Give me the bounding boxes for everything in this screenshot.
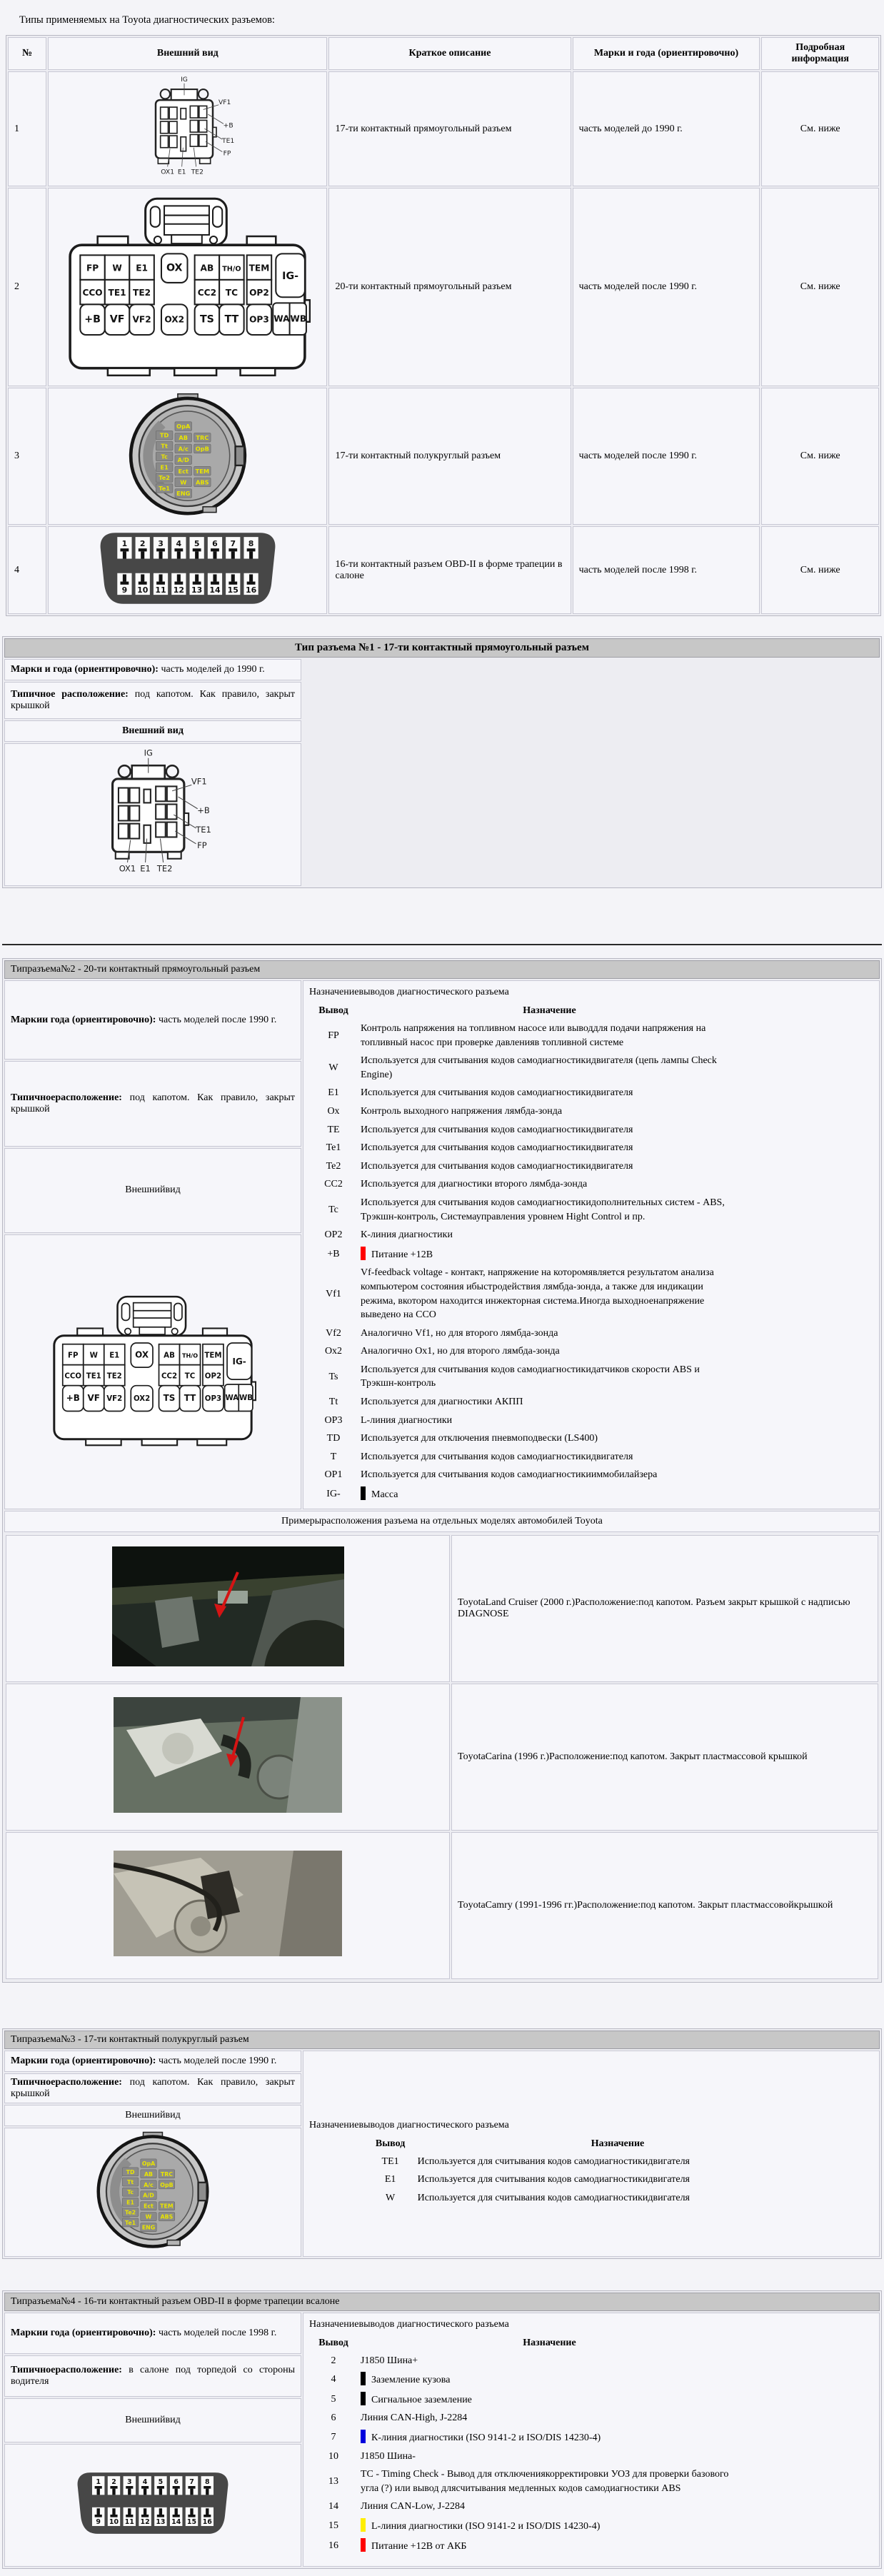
pin-row — [308, 2370, 740, 2390]
pin-purpose: Питание +12В — [359, 1244, 740, 1264]
pin-name: IG- — [326, 1489, 341, 1500]
location-value: под капотом. Как правило, закрыт крышкой — [11, 2076, 295, 2099]
connector-17pin-rect-diagram — [134, 75, 241, 179]
pin-purpose: Используется для считывания кодов самодиагностикидвигателя — [417, 2192, 690, 2203]
connector-years: часть моделей после 1990 г. — [573, 388, 760, 525]
appearance-label: Внешнийвид — [4, 2105, 301, 2126]
pin-row — [308, 1466, 740, 1484]
location-cell — [4, 1061, 301, 1147]
marks-years-label: Маркии года (ориентировочно): — [11, 1014, 156, 1025]
pin-name: Ox — [327, 1105, 340, 1117]
section-title: Типразъема№2 - 20-ти контактный прямоугольный разъем — [4, 960, 880, 979]
appearance-label: Внешний вид — [4, 720, 301, 742]
engine-bay-photo-carina — [114, 1697, 342, 1813]
pin-assignment-area — [303, 980, 880, 1509]
pin-row — [308, 1020, 740, 1052]
engine-bay-photo-land-cruiser — [112, 1546, 344, 1666]
marks-years-label: Маркии года (ориентировочно): — [11, 2055, 156, 2066]
pin-purpose: Используется для диагностики АКПП — [361, 1397, 523, 1408]
appearance-image-cell — [4, 743, 301, 886]
pin-table-header-row — [365, 2135, 820, 2153]
pin-row — [308, 2352, 740, 2370]
pin-name: Te1 — [326, 1142, 341, 1154]
connector-20pin-rect-diagram — [49, 1293, 256, 1447]
pin-name: Vf1 — [326, 1288, 341, 1299]
pin-purpose: Используется для считывания кодов самодиагностикииммобилайзера — [361, 1469, 658, 1481]
pin-row — [365, 2170, 820, 2189]
pin-name: E1 — [384, 2174, 396, 2185]
pin-name: 14 — [328, 2501, 338, 2512]
table-row — [8, 526, 879, 614]
examples-area — [4, 1534, 880, 1981]
section-divider — [2, 944, 882, 945]
pin-row — [365, 2189, 820, 2208]
pin-name: 15 — [328, 2520, 338, 2531]
col-header-num: № — [8, 37, 46, 70]
pin-table — [365, 2135, 820, 2208]
pin-purpose: Заземление кузова — [359, 2370, 740, 2390]
connector-appearance-cell — [48, 526, 327, 614]
location-cell — [4, 2073, 301, 2103]
section-title: Типразъема№3 - 17-ти контактный полукруглый разъем — [4, 2031, 880, 2049]
info-link-text: См. ниже — [761, 388, 879, 525]
connector-types-table — [6, 35, 881, 616]
pin-purpose: Используется для считывания кодов самодиагностикидвигателя — [417, 2174, 690, 2185]
pin-purpose: Используется для считывания кодов самодиагностикидвигателя — [361, 1451, 633, 1462]
wire-color-bar — [361, 2392, 366, 2405]
pin-name: 5 — [331, 2393, 336, 2405]
purpose-col-header: Назначение — [591, 2138, 645, 2149]
info-link-text: См. ниже — [761, 71, 879, 186]
appearance-image-cell — [4, 2444, 301, 2567]
pin-assignment-area — [303, 2313, 880, 2567]
pin-name: E1 — [328, 1087, 339, 1099]
wire-color-bar — [361, 1486, 366, 1500]
pin-purpose: Контроль выходного напряжения лямбда-зонда — [361, 1105, 563, 1117]
empty-area — [303, 659, 880, 886]
pin-row — [308, 1429, 740, 1448]
appearance-label: Внешнийвид — [4, 2398, 301, 2442]
pin-name: Ts — [328, 1371, 338, 1382]
pin-row — [365, 2153, 820, 2171]
pin-table — [308, 2335, 740, 2556]
location-value: под капотом. Как правило, закрыт крышкой — [11, 1092, 295, 1115]
location-cell — [4, 2355, 301, 2397]
pin-assignment-area — [303, 2051, 880, 2257]
appearance-image-cell — [4, 1234, 301, 1509]
pin-name: OP1 — [324, 1469, 343, 1481]
pin-purpose: Сигнальное заземление — [359, 2390, 740, 2410]
example-row — [6, 1535, 878, 1682]
connector-years: часть моделей после 1990 г. — [573, 188, 760, 386]
pin-row — [308, 2497, 740, 2516]
pins-title: Назначениевыводов диагностического разъема — [309, 2318, 509, 2330]
pin-purpose: Используется для считывания кодов самодиагностикидвигателя (цепь лампы Check Engine) — [361, 1055, 717, 1080]
pin-purpose: К-линия диагностики — [361, 1229, 453, 1241]
pin-row — [308, 1393, 740, 1412]
marks-years-value: часть моделей после 1990 г. — [158, 2055, 277, 2066]
appearance-label: Внешнийвид — [4, 1148, 301, 1234]
row-num: 3 — [8, 388, 46, 525]
pin-row — [308, 1484, 740, 1504]
pin-purpose: Линия CAN-Low, J-2284 — [361, 2501, 465, 2512]
connector-appearance-cell — [48, 188, 327, 386]
info-link-text: См. ниже — [761, 526, 879, 614]
row-num: 2 — [8, 188, 46, 386]
example-row — [6, 1684, 878, 1831]
pin-col-header: Вывод — [318, 2337, 348, 2348]
pin-purpose: К-линия диагностики (ISO 9141-2 и ISO/DIS 14230-4) — [359, 2427, 740, 2447]
location-photo-cell — [6, 1535, 450, 1682]
connector-obd2-diagram — [88, 530, 288, 607]
pin-purpose: Аналогично Vf1, но для второго лямбда-зонда — [361, 1327, 558, 1339]
wire-color-bar — [361, 2518, 366, 2532]
pin-row — [308, 1226, 740, 1244]
connector-years: часть моделей после 1998 г. — [573, 526, 760, 614]
pin-row — [308, 2427, 740, 2447]
pin-name: 4 — [331, 2374, 336, 2385]
marks-years-cell — [4, 2051, 301, 2072]
section-title: Тип разъема №1 - 17-ти контактный прямоугольный разъем — [4, 638, 880, 658]
connector-description: 16-ти контактный разъем OBD-II в форме трапеции в салоне — [328, 526, 571, 614]
pin-row — [308, 2516, 740, 2536]
section-title: Типразъема№4 - 16-ти контактный разъем OBD-II в форме трапеции всалоне — [4, 2293, 880, 2311]
wire-color-bar — [361, 1247, 366, 1260]
marks-years-label: Марки и года (ориентировочно): — [11, 664, 159, 675]
example-row — [6, 1832, 878, 1979]
marks-years-cell — [4, 2313, 301, 2354]
pin-purpose: Масса — [359, 1484, 740, 1504]
pin-purpose: Используется для считывания кодов самодиагностикидвигателя — [361, 1160, 633, 1172]
wire-color-bar — [361, 2372, 366, 2385]
connector-description: 17-ти контактный прямоугольный разъем — [328, 71, 571, 186]
location-photo-cell — [6, 1684, 450, 1831]
table-header-row — [8, 37, 879, 70]
pin-name: Te2 — [326, 1160, 341, 1172]
location-photo-cell — [6, 1832, 450, 1979]
connector-17pin-semicircular-diagram — [124, 393, 252, 517]
pin-row — [308, 1264, 740, 1324]
pin-name: W — [328, 1062, 338, 1073]
examples-title: Примерырасположения разъема на отдельных моделях автомобилей Toyota — [4, 1511, 880, 1532]
pin-purpose: Используется для считывания кодов самодиагностикидвигателя — [417, 2155, 690, 2167]
row-num: 4 — [8, 526, 46, 614]
location-label: Типичное расположение: — [11, 689, 129, 700]
pin-purpose: Питание +12В от АКБ — [359, 2536, 740, 2556]
purpose-col-header: Назначение — [523, 2337, 576, 2348]
pin-purpose: Линия CAN-High, J-2284 — [361, 2413, 468, 2424]
connector-17pin-semicircular-diagram — [91, 2131, 214, 2250]
pin-row — [308, 1448, 740, 1466]
connector-description: 17-ти контактный полукруглый разъем — [328, 388, 571, 525]
wire-color-bar — [361, 2430, 366, 2443]
pins-title: Назначениевыводов диагностического разъема — [309, 2119, 509, 2130]
pin-row — [308, 2465, 740, 2497]
info-link-text: См. ниже — [761, 188, 879, 386]
pin-purpose: Используется для диагностики второго лямбда-зонда — [361, 1179, 588, 1190]
pin-row — [308, 1342, 740, 1361]
pin-name: +B — [327, 1248, 340, 1259]
pin-purpose: Используется для считывания кодов самодиагностикидополнительных систем - ABS, Трэкшн-контроль, Системауправления уровнем Hight Control и пр. — [361, 1197, 725, 1222]
pin-row — [308, 1139, 740, 1157]
pin-table — [308, 1002, 740, 1504]
pins-title: Назначениевыводов диагностического разъема — [309, 987, 509, 997]
pin-name: W — [385, 2192, 396, 2203]
pin-name: TE1 — [381, 2155, 399, 2167]
row-num: 1 — [8, 71, 46, 186]
connector-20pin-rect-diagram — [64, 194, 311, 377]
pin-row — [308, 2390, 740, 2410]
pin-name: 13 — [328, 2475, 338, 2487]
example-text: ToyotaCarina (1996 г.)Расположение:под капотом. Закрыт пластмассовой крышкой — [451, 1684, 878, 1831]
connector-appearance-cell — [48, 388, 327, 525]
pin-name: 10 — [328, 2450, 338, 2462]
pin-purpose: L-линия диагностики — [361, 1414, 453, 1426]
location-label: Типичноерасположение: — [11, 1092, 122, 1103]
location-value: в салоне под торпедой со стороны водителя — [11, 2364, 295, 2387]
pin-row — [308, 1121, 740, 1139]
table-row — [8, 388, 879, 525]
pin-name: 7 — [331, 2432, 336, 2442]
pin-purpose: J1850 Шина+ — [361, 2355, 418, 2366]
connector-description: 20-ти контактный прямоугольный разъем — [328, 188, 571, 386]
col-header-info: Подробная информация — [761, 37, 879, 70]
connector-obd2-diagram — [75, 2457, 231, 2549]
location-label: Типичноерасположение: — [11, 2076, 122, 2088]
marks-years-value: часть моделей после 1990 г. — [158, 1014, 277, 1025]
table-row — [8, 71, 879, 186]
pin-purpose: Аналогично Ox1, но для второго лямбда-зонда — [361, 1346, 560, 1357]
pin-purpose: Контроль напряжения на топливном насосе или выводдля подачи напряжения на топливный насос при проверке давленияв топливной системе — [361, 1023, 706, 1048]
pin-name: Tt — [328, 1397, 338, 1408]
connector-years: часть моделей до 1990 г. — [573, 71, 760, 186]
pin-name: TE — [327, 1124, 340, 1135]
pin-row — [308, 1157, 740, 1176]
pin-table-header-row — [308, 2335, 740, 2352]
col-header-description: Краткое описание — [328, 37, 571, 70]
pin-row — [308, 1412, 740, 1430]
pin-purpose: Используется для считывания кодов самодиагностикидвигателя — [361, 1087, 633, 1099]
pin-row — [308, 1102, 740, 1121]
pin-row — [308, 1175, 740, 1194]
pin-name: Vf2 — [326, 1327, 341, 1339]
table-row — [8, 188, 879, 386]
pin-row — [308, 1194, 740, 1226]
page-title: Типы применяемых на Toyota диагностических разъемов: — [19, 14, 275, 26]
pin-name: OP2 — [324, 1229, 343, 1241]
pin-name: 16 — [328, 2540, 338, 2551]
pin-purpose: Используется для считывания кодов самодиагностикидвигателя — [361, 1124, 633, 1135]
pin-row — [308, 1361, 740, 1393]
pin-row — [308, 2447, 740, 2466]
location-label: Типичноерасположение: — [11, 2364, 122, 2375]
section-type2 — [2, 958, 882, 1983]
section-type3 — [2, 2028, 882, 2259]
purpose-col-header: Назначение — [523, 1005, 576, 1016]
example-text: ToyotaLand Cruiser (2000 г.)Расположение:под капотом. Разъем закрыт крышкой с надписью DIAGNOSE — [451, 1535, 878, 1682]
pin-name: FP — [328, 1030, 339, 1041]
marks-years-value: часть моделей после 1998 г. — [158, 2327, 277, 2338]
pin-name: T — [330, 1451, 337, 1462]
appearance-image-cell — [4, 2128, 301, 2257]
pin-col-header: Вывод — [375, 2138, 406, 2149]
pin-purpose: Используется для считывания кодов самодиагностикидвигателя — [361, 1142, 633, 1154]
pin-purpose: Vf-feedback voltage - контакт, напряжение на которомявляется результатом анализа компьютером состояния ибыстродействия лямбда-зонда, а также для индикации режима, вкотором находится инжекторная система.Иногда выходноенапряжение выведено на CCO — [361, 1267, 714, 1321]
pin-row — [308, 2409, 740, 2427]
col-header-appearance: Внешний вид — [48, 37, 327, 70]
wire-color-bar — [361, 2538, 366, 2552]
pin-table-header-row — [308, 1002, 740, 1020]
pin-col-header: Вывод — [318, 1005, 348, 1016]
marks-years-cell — [4, 980, 301, 1060]
pin-name: 2 — [331, 2355, 336, 2366]
example-text: ToyotaCamry (1991-1996 гг.)Расположение:под капотом. Закрыт пластмассовойкрышкой — [451, 1832, 878, 1979]
examples-table — [4, 1534, 880, 1981]
marks-years-label: Маркии года (ориентировочно): — [11, 2327, 156, 2338]
connector-17pin-rect-diagram — [86, 748, 220, 878]
pin-name: 6 — [331, 2413, 336, 2424]
pin-row — [308, 1052, 740, 1084]
pin-name: Ox2 — [324, 1346, 343, 1357]
marks-years-cell — [4, 659, 301, 680]
pin-row — [308, 1084, 740, 1102]
pin-row — [308, 1324, 740, 1343]
connector-appearance-cell — [48, 71, 327, 186]
pin-name: OP3 — [324, 1414, 343, 1426]
location-value: под капотом. Как правило, закрыт крышкой — [11, 689, 295, 711]
pin-row — [308, 2536, 740, 2556]
pin-name: TD — [326, 1433, 341, 1444]
section-type1 — [2, 636, 882, 888]
section-type4 — [2, 2290, 882, 2569]
pin-purpose: J1850 Шина- — [361, 2450, 416, 2462]
engine-bay-photo-camry — [114, 1851, 342, 1956]
pin-purpose: TC - Timing Check - Вывод для отключениякорректировки УОЗ для проверки базового угла (?) или вывод длясчитывания медленных кодов самодиагностики ABS — [361, 2469, 729, 2494]
marks-years-value: часть моделей до 1990 г. — [161, 664, 265, 675]
pin-purpose: Используется для считывания кодов самодиагностикидатчиков скорости ABS и Трэкшн-контроль — [361, 1364, 700, 1389]
location-cell — [4, 682, 301, 719]
pin-name: CC2 — [324, 1179, 343, 1190]
pin-name: Tc — [328, 1204, 338, 1215]
pin-row — [308, 1244, 740, 1264]
pin-purpose: Используется для отключения пневмоподвески (LS400) — [361, 1433, 598, 1444]
col-header-years: Марки и года (ориентировочно) — [573, 37, 760, 70]
pin-purpose: L-линия диагностики (ISO 9141-2 и ISO/DIS 14230-4) — [359, 2516, 740, 2536]
